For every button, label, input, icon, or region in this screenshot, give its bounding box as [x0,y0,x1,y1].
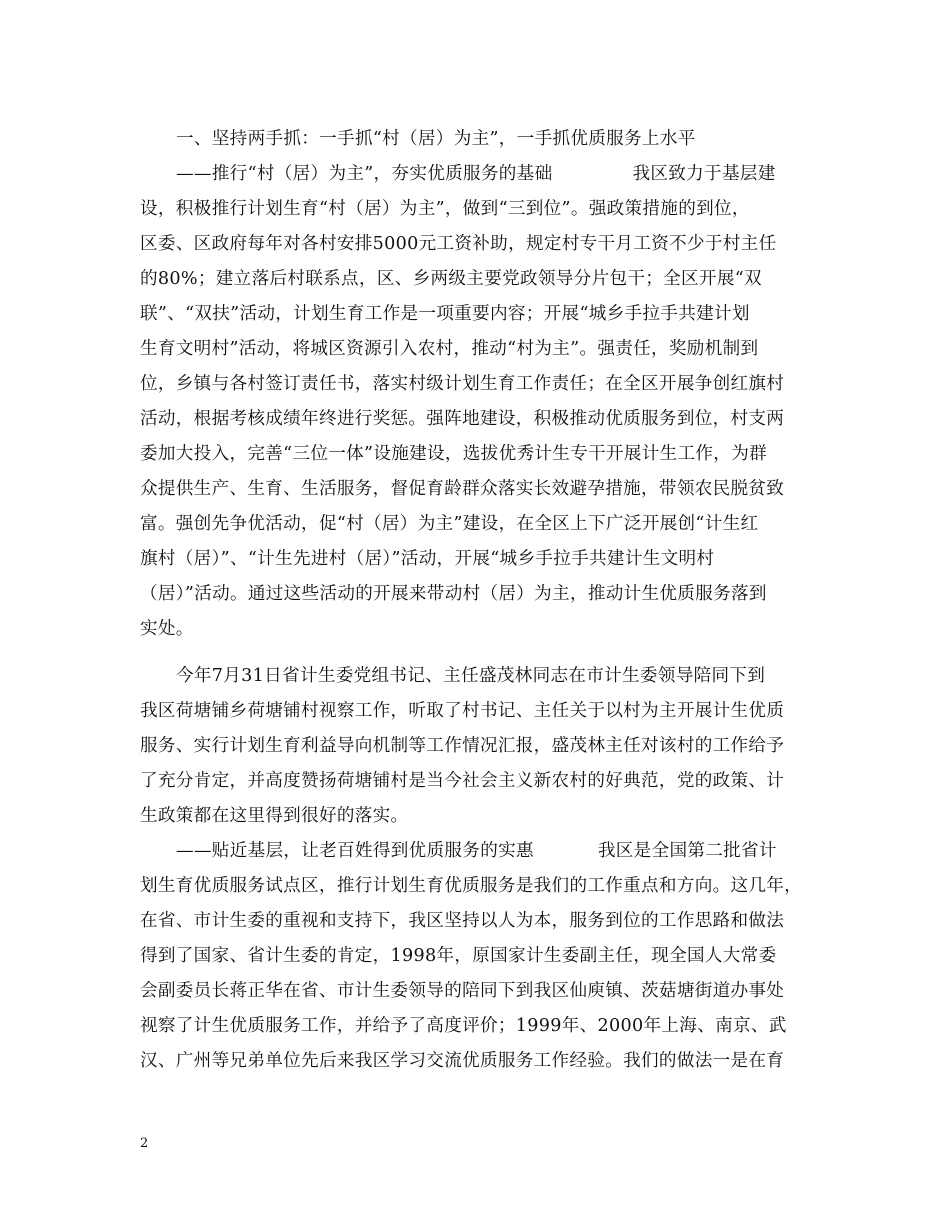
page-number: 2 [140,1136,149,1151]
paragraph-line: 得到了国家、省计生委的肯定，1998年，原国家计生委副主任，现全国人大常委 [140,946,777,966]
paragraph-line: 区委、区政府每年对各村安排5000元工资补助，规定村专干月工资不少于村主任 [140,234,777,254]
paragraph-line: （居）”活动。通过这些活动的开展来带动村（居）为主，推动计生优质服务落到 [140,584,767,604]
paragraph-line: 了充分肯定，并高度赞扬荷塘铺村是当今社会主义新农村的好典范，党的政策、计 [140,771,785,791]
paragraph-line: 旗村（居）”、“计生先进村（居）”活动，开展“城乡手拉手共建计生文明村 [140,549,715,569]
subheading: ——贴近基层，让老百姓得到优质服务的实惠 [176,841,534,861]
paragraph-line: 生育文明村”活动，将城区资源引入农村，推动“村为主”。强责任，奖励机制到 [140,339,759,359]
paragraph-line: 富。强创先争优活动，促“村（居）为主”建设，在全区上下广泛开展创“计生红 [140,514,759,534]
paragraph-line: 今年7月31日省计生委党组书记、主任盛茂林同志在市计生委领导陪同下到 [176,666,766,686]
subheading-line [140,834,812,869]
subheading-line [140,157,812,192]
paragraph-line: 汉、广州等兄弟单位先后来我区学习交流优质服务工作经验。我们的做法一是在育 [140,1051,785,1071]
paragraph-line: 设，积极推行计划生育“村（居）为主”，做到“三到位”。强政策措施的到位， [140,199,750,219]
paragraph-line: 视察了计生优质服务工作，并给予了高度评价；1999年、2000年上海、南京、武 [140,1016,787,1036]
paragraph-line: 生政策都在这里得到很好的落实。 [140,806,409,826]
section-heading: 一、坚持两手抓：一手抓“村（居）为主”，一手抓优质服务上水平 [176,129,696,149]
paragraph-line: 我区荷塘铺乡荷塘铺村视察工作，听取了村书记、主任关于以村为主开展计生优质 [140,701,785,721]
paragraph-line: 我区致力于基层建 [632,164,776,184]
paragraph-line: 众提供生产、生育、生活服务，督促育龄群众落实长效避孕措施，带领农民脱贫致 [140,479,785,499]
subheading: ——推行“村（居）为主”，夯实优质服务的基础 [176,164,553,184]
paragraph-line: 位，乡镇与各村签订责任书，落实村级计划生育工作责任；在全区开展争创红旗村 [140,374,785,394]
paragraph-line: 在省、市计生委的重视和支持下，我区坚持以人为本，服务到位的工作思路和做法 [140,911,785,931]
paragraph-line: 实处。 [140,619,194,639]
paragraph-line: 委加大投入，完善“三位一体”设施建设，选拔优秀计生专干开展计生工作，为群 [140,444,767,464]
paragraph-line: 的80%；建立落后村联系点，区、乡两级主要党政领导分片包干；全区开展“双 [140,269,762,289]
paragraph-line: 服务、实行计划生育利益导向机制等工作情况汇报，盛茂林主任对该村的工作给予 [140,736,785,756]
paragraph-line: 活动，根据考核成绩年终进行奖惩。强阵地建设，积极推动优质服务到位，村支两 [140,409,785,429]
paragraph-line: 会副委员长蒋正华在省、市计生委领导的陪同下到我区仙庾镇、茨菇塘街道办事处 [140,981,785,1001]
paragraph-line: 联”、“双扶”活动，计划生育工作是一项重要内容；开展“城乡手拉手共建计划 [140,304,750,324]
paragraph-line: 划生育优质服务试点区，推行计划生育优质服务是我们的工作重点和方向。这几年， [140,876,803,896]
document-body [140,122,812,1079]
paragraph-line: 我区是全国第二批省计 [597,841,777,861]
